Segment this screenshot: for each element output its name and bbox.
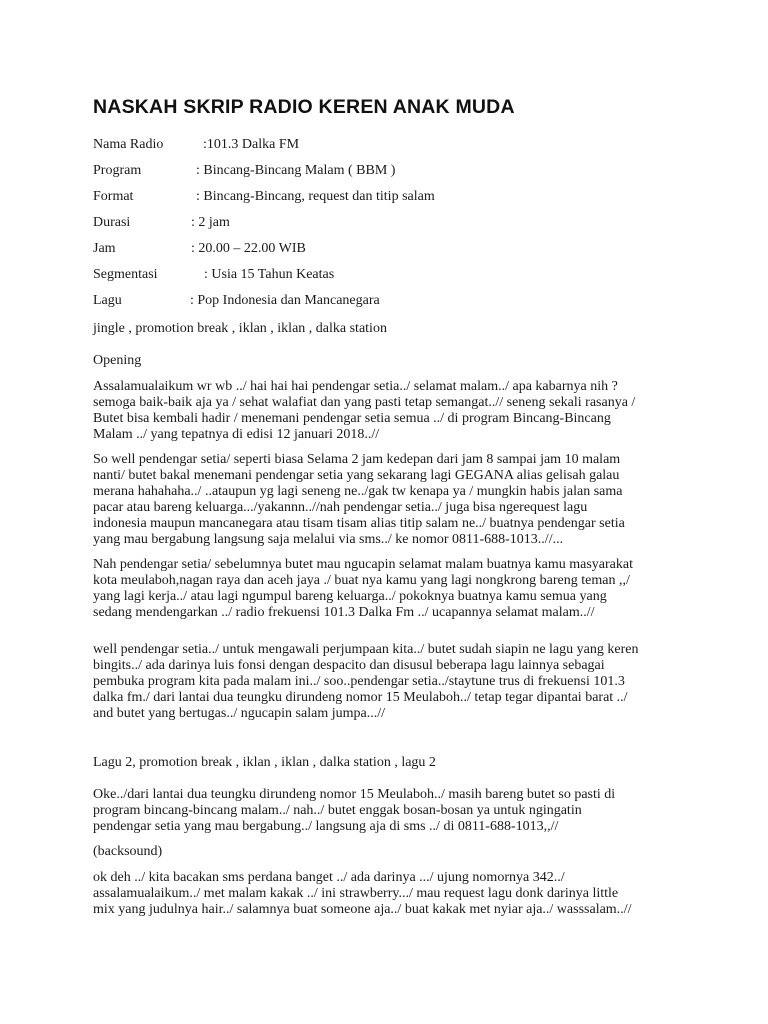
text-line: Oke../dari lantai dua teungku dirundeng nomor 15 Meulaboh../ masih bareng butet so pasti di (93, 787, 616, 802)
meta-row-program (93, 163, 678, 189)
meta-row-format (93, 189, 678, 215)
meta-value: : Usia 15 Tahun Keatas (204, 267, 335, 282)
text-line: sedang mendengarkan ../ radio frekuensi 101.3 Dalka Fm ../ ucapannya selamat malam..// (93, 605, 595, 620)
text-line: semoga baik-baik aja ya / sehat walafiat dan yang pasti tetap semangat..// seneng sekali rasanya / (93, 395, 636, 410)
text-line: well pendengar setia../ untuk mengawali perjumpaan kita../ butet sudah siapin ne lagu yang keren (93, 642, 639, 657)
paragraph-well (93, 642, 678, 722)
text-line: indonesia maupun mancanegara atau tisam tisam alias titip salam ne../ buatnya pendengar setia (93, 516, 625, 531)
meta-row-lagu (93, 293, 678, 319)
meta-value: :101.3 Dalka FM (203, 137, 300, 152)
document-title: NASKAH SKRIP RADIO KEREN ANAK MUDA (93, 96, 515, 118)
meta-row-durasi (93, 215, 678, 241)
backsound-line: (backsound) (93, 844, 163, 859)
text-line: Nah pendengar setia/ sebelumnya butet mau ngucapin selamat malam buatnya kamu masyarakat (93, 557, 633, 572)
meta-label: Program (93, 163, 142, 178)
meta-row-nama-radio (93, 137, 678, 163)
text-line: pendengar setia yang mau bergabung../ langsung aja di sms ../ di 0811-688-1013,,// (93, 819, 559, 834)
text-line: So well pendengar setia/ seperti biasa Selama 2 jam kedepan dari jam 8 sampai jam 10 malam (93, 452, 621, 467)
paragraph-so-well (93, 452, 678, 548)
text-line: bingits../ ada darinya luis fonsi dengan despacito dan disusul beberapa lagu lainnya sebagai (93, 658, 605, 673)
text-line: Butet bisa kembali hadir / menemani pendengar setia semua ../ di program Bincang-Bincang (93, 411, 611, 426)
text-line: yang lagi kerja../ atau lagi ngumpul bareng keluarga../ pokoknya buatnya kamu semua yang (93, 589, 607, 604)
lagu-2-line: Lagu 2, promotion break , iklan , iklan , dalka station , lagu 2 (93, 755, 436, 770)
meta-value: : Bincang-Bincang, request dan titip salam (196, 189, 435, 204)
meta-row-segmentasi (93, 267, 678, 293)
meta-value: : 2 jam (191, 215, 230, 230)
text-line: and butet yang bertugas../ ngucapin salam jumpa...// (93, 706, 385, 721)
meta-value: : Bincang-Bincang Malam ( BBM ) (196, 163, 396, 178)
meta-label: Nama Radio (93, 137, 164, 152)
text-line: program bincang-bincang malam../ nah../ butet enggak bosan-bosan ya untuk ngingatin (93, 803, 582, 818)
meta-value: : Pop Indonesia dan Mancanegara (190, 293, 380, 308)
opening-title: Opening (93, 353, 142, 368)
meta-label: Format (93, 189, 134, 204)
document-page (93, 96, 678, 927)
spacer (93, 731, 678, 753)
meta-value: : 20.00 – 22.00 WIB (191, 241, 306, 256)
meta-row-jam (93, 241, 678, 267)
text-line: dalka fm./ dari lantai dua teungku dirundeng nomor 15 Meulaboh../ tetap tegar dipantai barat ../ (93, 690, 628, 705)
meta-label: Jam (93, 241, 116, 256)
paragraph-oke (93, 787, 678, 835)
text-line: ok deh ../ kita bacakan sms perdana banget ../ ada darinya .../ ujung nomornya 342../ (93, 870, 565, 885)
text-line: kota meulaboh,nagan raya dan aceh jaya ./ buat nya kamu yang lagi nongkrong bareng teman ,,/ (93, 573, 630, 588)
meta-label: Segmentasi (93, 267, 158, 282)
text-line: mix yang judulnya hair../ salamnya buat someone aja../ buat kakak met nyiar aja../ wasssalam..// (93, 902, 632, 917)
text-line: Assalamualaikum wr wb ../ hai hai hai pendengar setia../ selamat malam../ apa kabarnya nih ? (93, 379, 618, 394)
jingle-line: jingle , promotion break , iklan , iklan , dalka station (93, 321, 387, 336)
paragraph-ok-deh (93, 870, 678, 918)
text-line: pembuka program kita pada malam ini../ soo..pendengar setia../staytune trus di frekuensi 101.3 (93, 674, 625, 689)
text-line: assalamualaikum../ met malam kakak ../ ini strawberry.../ mau request lagu donk darinya little (93, 886, 619, 901)
paragraph-nah (93, 557, 678, 621)
text-line: pacar atau bareng keluarga.../yakannn..//nah pendengar setia../ juga bisa ngerequest lagu (93, 500, 588, 515)
meta-label: Durasi (93, 215, 131, 230)
text-line: yang mau bergabung langsung saja melalui via sms../ ke nomor 0811-688-1013..//... (93, 532, 564, 547)
paragraph-assalamualaikum (93, 379, 678, 443)
text-line: merana hahahaha../ ..ataupun yg lagi seneng ne../gak tw kenapa ya / mungkin habis jalan sama (93, 484, 623, 499)
meta-label: Lagu (93, 293, 122, 308)
text-line: Malam ../ yang tepatnya di edisi 12 januari 2018..// (93, 427, 380, 442)
program-metadata (93, 137, 678, 319)
spacer (93, 630, 678, 642)
text-line: nanti/ butet bakal menemani pendengar setia yang sekarang lagi GEGANA alias gelisah galau (93, 468, 620, 483)
